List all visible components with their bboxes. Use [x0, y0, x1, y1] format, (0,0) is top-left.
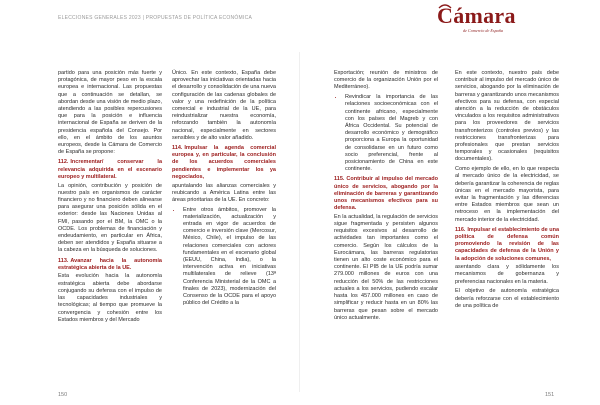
proposal-number: 115. [334, 176, 345, 183]
list-item: • Revindicar la importancia de las relaciones socioeconómicas con el continente africano, especialmente con los países del Magreb y con África Occidental. Su potencial de desarrollo económico y demográfico proporciona a Europa la oportunidad de consolidarse en un futuro como socio preferencial, frente al posicionamiento de China en este continente. [344, 94, 438, 173]
paragraph: En este contexto, nuestro país debe contribuir al impulso del mercado único de servicios, abogando por la eliminación de barreras y garantizando unos mecanismos efectivos para su defensa, con especial atención a la reducción de obstáculos vinculados a los requisitos administrativos para los proveedores de servicios transfronterizos (controles previos) y las restricciones transfronterizas para profesionales que prestan servicios temporales y ocasionales (requisitos documentales). [455, 70, 559, 163]
camara-logo [437, 4, 555, 38]
paragraph: partido para una posición más fuerte y protagónica, de mayor peso en la escala europea e internacional. Las propuestas que a continuación se detallan, se abordan desde una visión de medio plazo, atendiendo a las posibles repercusiones que para la posición e influencia internacional de España se deriven de la presidencia española del Consejo. Por ello, en el ámbito de los asuntos europeos, desde la Cámara de Comercio de España se propone: [58, 70, 162, 156]
proposal-title: Avanzar hacia la autonomía estratégica abierta de la UE. [58, 257, 162, 271]
proposal-number: 113. [58, 257, 69, 264]
logo-subtitle: de Comercio de España [463, 28, 503, 33]
proposal-title: Contribuir al impulso del mercado único de servicios, abogando por la eliminación de barreras y garantizando unos mecanismos efectivos para su defensa. [334, 176, 438, 212]
paragraph: apuntalando las alianzas comerciales y reubicando a América Latina entre las áreas prioritarias de la UE. En concreto: [172, 182, 276, 203]
proposal-title: Incrementar/ conservar la relevancia adquirida en el escenario europeo y multilateral. [58, 159, 162, 180]
paragraph: En la actualidad, la regulación de servicios sigue fragmentada y persisten algunos requisitos excesivos al desarrollo de actividades tan importantes como el comercio. Según los cálculos de la Eurocámara, las barreras regulatorias tienen un alto coste económico para el continente. El PIB de la UE podría sumar 279.000 millones de euros con una reducción del 50% de las restricciones actuales a los servicios, pudiendo escalar hasta los 457.000 millones en caso de simplificar y reducir hasta en un 80% las barreras que pesan sobre el mercado único actualmente. [334, 213, 438, 321]
list-item: • Entre otros ámbitos, promover la materialización, actualización y entrada en vigor de acuerdos de comercio e inversión clave (Mercosur, México, Chile), el impulso de las relaciones comerciales con actores fundamentales en el escenario global (EEUU, China, India), o la intervención activa en iniciativas multilaterales de relieve (13ª Conferencia Ministerial de la OMC a finales de 2023), modernización del Consenso de la OCDE para el apoyo público del Crédito a la [182, 207, 276, 308]
column-3 [334, 70, 438, 324]
page-number-right: 151 [545, 392, 555, 398]
proposal-number: 116. [455, 226, 466, 233]
proposal-113-heading [58, 258, 162, 272]
paragraph: Exportación; reunión de ministros de comercio de la organización Unión por el Mediterráneo). [334, 70, 438, 91]
proposal-title: Impulsar el establecimiento de una política de defensa común promoviendo la revisión de las capacidades de defensa de la Unión y la adopción de soluciones comunes, [455, 226, 559, 262]
paragraph: La opinión, contribución y posición de nuestro país en organismos de carácter financiero y no financiero deben alinearse para asegurar una posición sólida en el exterior: desde las Naciones Unidas al FMI, pasando por el BM, la OMC o la OCDE. Los problemas de financiación y endeudamiento, en particular en África, deben ser atendidos y España situarse a la cabeza en la búsqueda de soluciones. [58, 182, 162, 254]
header-title: ELECCIONES GENERALES 2023 | PROPUESTAS DE POLÍTICA ECONÓMICA [58, 15, 253, 21]
paragraph: Esta evolución hacia la autonomía estratégica abierta debe abordarse conjugando su defensa con el impulso de las capacidades industriales y tecnológicas; al tiempo que promueve la convergencia y cohesión entre los Estados miembros y del Mercado [58, 273, 162, 323]
page-number-left: 150 [58, 392, 68, 398]
column-4 [455, 70, 559, 313]
proposal-number: 112. [58, 159, 69, 166]
paragraph: asentando clara y sólidamente los mecanismos de gobernanza y preferencias nacionales en la materia. [455, 264, 559, 285]
bullet-list [334, 94, 438, 173]
page-gutter [299, 52, 300, 392]
proposal-number: 114. [172, 145, 183, 152]
column-1 [58, 70, 162, 326]
bullet-list [172, 207, 276, 308]
proposal-115-heading [334, 176, 438, 212]
proposal-114-heading [172, 145, 276, 181]
logo-wordmark: Cámara [437, 3, 516, 28]
proposal-112-heading [58, 159, 162, 181]
proposal-116-heading [455, 227, 559, 263]
paragraph: Único. En este contexto, España debe aprovechar las iniciativas orientadas hacia el desarrollo y consolidación de una nueva configuración de las cadenas globales de valor y una redefinición de la política comercial e industrial de la UE, para reindustrializar nuestra economía, reforzando también la autonomía nacional, especialmente en sectores sensibles y de alto valor añadido. [172, 70, 276, 141]
paragraph: Como ejemplo de ello, en lo que respecta al mercado único de la electricidad, se debería garantizar la coherencia de reglas únicas en el mercado mayorista, para evitar la fragmentación y las diferencias entre Estados miembros que sean un retroceso en la implementación del mercado interior de la electricidad. [455, 166, 559, 223]
column-2 [172, 70, 276, 311]
proposal-title: Impulsar la agenda comercial europea y, en particular, la conclusión de los acuerdos comerciales pendientes e implementar los ya negociados, [172, 145, 276, 180]
paragraph: El objetivo de autonomía estratégica debería reforzarse con el establecimiento de una política de [455, 288, 559, 309]
